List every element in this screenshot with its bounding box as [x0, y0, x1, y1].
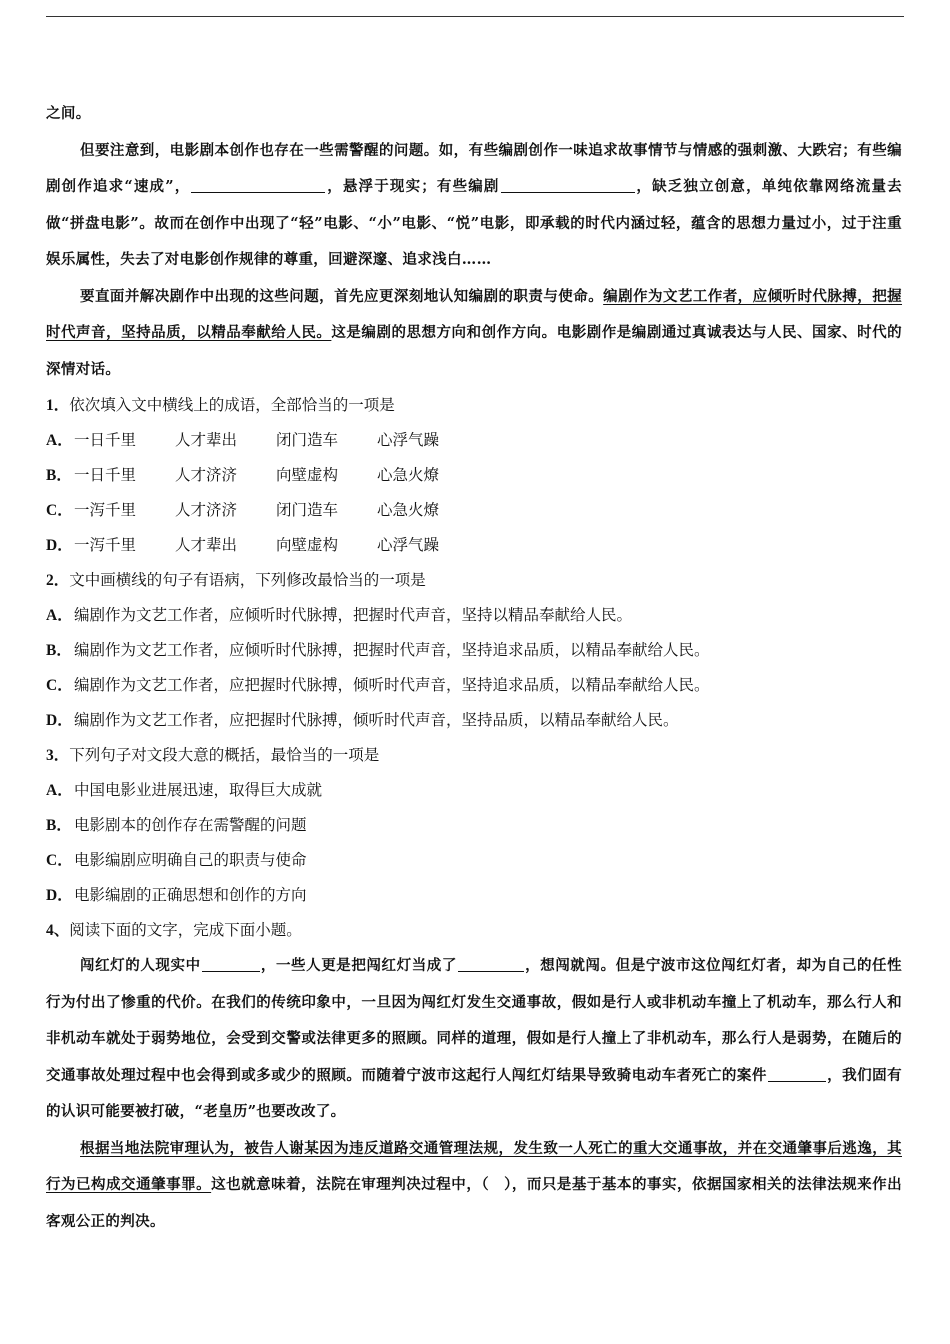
text-run: 这也就意味着，法院在审理判决过程中，（ ），而只是基于基本的事实，依据国家相关的法律法规来作出客观公正的判决。	[46, 1176, 902, 1230]
passage2-paragraph-1	[46, 948, 902, 1131]
option-item: 一日千里	[74, 431, 137, 449]
option-item: 向壁虚构	[276, 536, 339, 554]
question-3	[46, 738, 902, 773]
fill-blank	[501, 178, 635, 193]
passage-paragraph-1	[46, 133, 902, 279]
question-1-option-b	[46, 458, 902, 493]
question-2-option-c	[46, 668, 902, 703]
question-stem: 阅读下面的文字，完成下面小题。	[69, 921, 302, 939]
question-2-option-d	[46, 703, 902, 738]
question-stem: 文中画横线的句子有语病，下列修改最恰当的一项是	[69, 571, 426, 589]
text-run: 这是编剧的思想方向和创作方向。电影剧作是编剧通过真诚表达与人民、国家、时代的深情对话。	[46, 324, 902, 378]
option-item: 心浮气躁	[377, 431, 440, 449]
question-2	[46, 563, 902, 598]
option-text: 中国电影业进展迅速，取得巨大成就	[74, 781, 323, 799]
option-text: 电影剧本的创作存在需警醒的问题	[74, 816, 307, 834]
option-item: 人才济济	[175, 501, 238, 519]
question-1	[46, 388, 902, 423]
question-number: 2．	[46, 572, 70, 589]
text-run: 但要注意到，电影剧本创作也存在一些需警醒的问题。如，有些编剧创作一味追求故事情节与情感的强刺激、大跌宕；有些编剧创作追求“速成”，	[46, 141, 902, 195]
fill-blank	[191, 178, 325, 193]
option-letter: A．	[46, 782, 73, 799]
text-run: ，一些人更是把闯红灯当成了	[260, 957, 457, 974]
question-stem: 依次填入文中横线上的成语，全部恰当的一项是	[69, 396, 395, 414]
option-letter: A．	[46, 607, 73, 624]
question-4	[46, 913, 902, 948]
question-3-option-b	[46, 808, 902, 843]
fill-blank	[458, 957, 524, 972]
text-run: 要直面并解决剧作中出现的这些问题，首先应更深刻地认知编剧的职责与使命。	[80, 287, 604, 305]
question-2-option-a	[46, 598, 902, 633]
option-letter: D．	[46, 712, 73, 729]
underlined-sentence: 编剧作为文艺工作者，应倾听时代脉搏，把握时代声音，坚持品质，以精品奉献给人民。	[46, 287, 903, 341]
text-run: ，想闯就闯。但是宁波市这位闯红灯者，却为自己的任性行为付出了惨重的代价。在我们的传统印象中，一旦因为闯红灯发生交通事故，假如是行人或非机动车撞上了机动车，那么行人和非机动车就处于弱势地位，会受到交警或法律更多的照顾。同样的道理，假如是行人撞上了非机动车，那么行人是弱势，在随后的交通事故处理过程中也会得到或多或少的照顾。而随着宁波市这起行人闯红灯结果导致骑电动车者死亡的案件	[46, 957, 902, 1084]
option-text: 编剧作为文艺工作者，应把握时代脉搏，倾听时代声音，坚持追求品质，以精品奉献给人民。	[74, 676, 710, 694]
option-item: 闭门造车	[276, 431, 339, 449]
text-run: ，缺乏独立创意，单纯依靠网络流量去做“拼盘电影”。故而在创作中出现了“轻”电影、“小”电影、“悦”电影，即承载的时代内涵过轻，蕴含的思想力量过小，过于注重娱乐属性，失去了对电影创作规律的尊重，回避深邃、追求浅白……	[46, 178, 902, 268]
option-letter: D．	[46, 537, 73, 554]
option-item: 人才济济	[175, 466, 238, 484]
option-letter: B．	[46, 642, 72, 659]
passage-paragraph-0: 之间。	[46, 105, 91, 122]
option-text: 编剧作为文艺工作者，应倾听时代脉搏，把握时代声音，坚持追求品质，以精品奉献给人民。	[74, 641, 710, 659]
underlined-sentence: 根据当地法院审理认为，被告人谢某因为违反道路交通管理法规，发生致一人死亡的重大交通事故，并在交通肇事后逃逸，其行为已构成交通肇事罪。	[46, 1139, 902, 1193]
option-letter: A．	[46, 432, 73, 449]
fill-blank	[202, 957, 260, 972]
document-body	[46, 96, 902, 1240]
text-run: 闯红灯的人现实中	[80, 957, 201, 974]
question-2-option-b	[46, 633, 902, 668]
option-item: 一泻千里	[74, 501, 137, 519]
option-text: 编剧作为文艺工作者，应倾听时代脉搏，把握时代声音，坚持以精品奉献给人民。	[74, 606, 633, 624]
passage2-paragraph-2	[46, 1131, 902, 1241]
option-letter: B．	[46, 817, 72, 834]
option-text: 电影编剧应明确自己的职责与使命	[74, 851, 307, 869]
question-stem: 下列句子对文段大意的概括，最恰当的一项是	[69, 746, 380, 764]
option-item: 闭门造车	[276, 501, 339, 519]
option-letter: C．	[46, 502, 73, 519]
option-item: 人才辈出	[175, 536, 238, 554]
option-item: 心浮气躁	[377, 536, 440, 554]
question-3-option-d	[46, 878, 902, 913]
option-letter: C．	[46, 852, 73, 869]
question-number: 4、	[46, 922, 70, 939]
question-number: 1．	[46, 397, 70, 414]
option-item: 心急火燎	[377, 466, 440, 484]
question-3-option-a	[46, 773, 902, 808]
option-item: 心急火燎	[377, 501, 440, 519]
passage-paragraph-2	[46, 279, 902, 389]
question-1-option-d	[46, 528, 902, 563]
question-3-option-c	[46, 843, 902, 878]
header-rule	[46, 16, 904, 17]
option-item: 一泻千里	[74, 536, 137, 554]
option-item: 向壁虚构	[276, 466, 339, 484]
option-item: 一日千里	[74, 466, 137, 484]
question-1-option-a	[46, 423, 902, 458]
fill-blank	[768, 1067, 826, 1082]
question-number: 3．	[46, 747, 70, 764]
text-run: ，我们固有的认识可能要被打破，“老皇历”也要改改了。	[46, 1066, 903, 1120]
option-letter: B．	[46, 467, 72, 484]
option-text: 编剧作为文艺工作者，应把握时代脉搏，倾听时代声音，坚持品质，以精品奉献给人民。	[74, 711, 679, 729]
text-run: ，悬浮于现实；有些编剧	[326, 178, 500, 195]
option-letter: C．	[46, 677, 73, 694]
option-item: 人才辈出	[175, 431, 238, 449]
option-letter: D．	[46, 887, 73, 904]
option-text: 电影编剧的正确思想和创作的方向	[74, 886, 307, 904]
question-1-option-c	[46, 493, 902, 528]
